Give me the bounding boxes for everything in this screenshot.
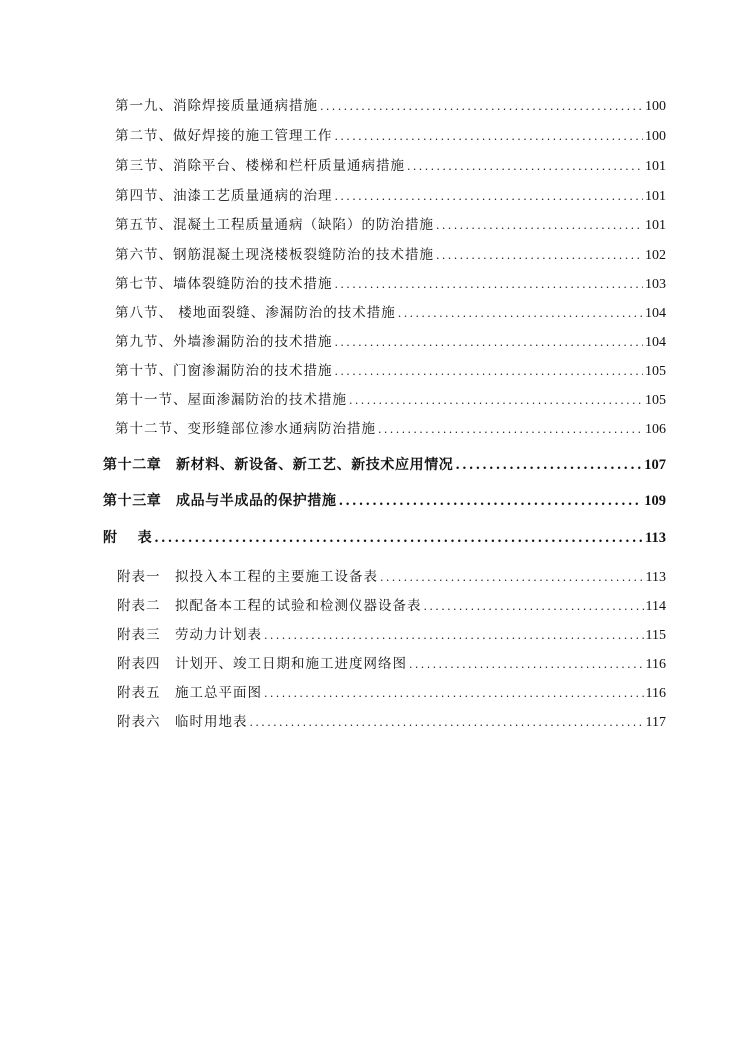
toc-dot-leader bbox=[250, 716, 644, 729]
toc-appendix-entry[interactable] bbox=[117, 623, 666, 644]
toc-entry[interactable] bbox=[115, 94, 666, 115]
toc-entry-title: 第十节、门窗渗漏防治的技术措施 bbox=[115, 363, 333, 379]
toc-dot-leader bbox=[335, 130, 644, 143]
toc-entry-title: 第五节、混凝土工程质量通病（缺陷）的防治措施 bbox=[115, 217, 434, 233]
toc-entry-page: 104 bbox=[645, 306, 666, 321]
toc-dot-leader bbox=[339, 494, 643, 509]
toc-chapter-entry[interactable] bbox=[103, 490, 666, 510]
toc-appendix-page: 117 bbox=[645, 715, 666, 730]
toc-entry-page: 105 bbox=[645, 393, 666, 408]
toc-entry-title: 第十一节、屋面渗漏防治的技术措施 bbox=[115, 392, 347, 408]
toc-dot-leader bbox=[335, 365, 644, 378]
toc-dot-leader bbox=[407, 160, 643, 173]
toc-appendix-page: 114 bbox=[645, 599, 666, 614]
toc-entry-title: 第八节、 楼地面裂缝、渗漏防治的技术措施 bbox=[115, 305, 396, 321]
toc-entry[interactable] bbox=[115, 388, 666, 409]
toc-dot-leader bbox=[436, 249, 643, 262]
toc-entry-page: 102 bbox=[645, 248, 666, 263]
toc-dot-leader bbox=[409, 658, 644, 671]
toc-chapter-entry[interactable] bbox=[103, 527, 666, 547]
toc-entry-title: 第九节、外墙渗漏防治的技术措施 bbox=[115, 334, 333, 350]
toc-entry-title: 第三节、消除平台、楼梯和栏杆质量通病措施 bbox=[115, 158, 405, 174]
toc-entry[interactable] bbox=[115, 272, 666, 293]
toc-chapter-title: 附 表 bbox=[103, 530, 153, 546]
toc-entry-title: 第一九、消除焊接质量通病措施 bbox=[115, 98, 318, 114]
toc-entry-page: 101 bbox=[645, 218, 666, 233]
toc-chapter-title: 第十二章 新材料、新设备、新工艺、新技术应用情况 bbox=[103, 457, 454, 473]
toc-entry[interactable] bbox=[115, 213, 666, 234]
toc-chapter-entry[interactable] bbox=[103, 454, 666, 474]
toc-entry[interactable] bbox=[115, 124, 666, 145]
toc-appendix-entry[interactable] bbox=[117, 565, 666, 586]
toc-appendix-title: 附表五 施工总平面图 bbox=[117, 685, 262, 701]
toc-entry[interactable] bbox=[115, 359, 666, 380]
toc-dot-leader bbox=[335, 190, 644, 203]
toc-entry-page: 101 bbox=[645, 159, 666, 174]
toc-entry-title: 第十二节、变形缝部位渗水通病防治措施 bbox=[115, 421, 376, 437]
toc-appendix-entry[interactable] bbox=[117, 652, 666, 673]
toc-entry[interactable] bbox=[115, 243, 666, 264]
toc-dot-leader bbox=[436, 219, 643, 232]
toc-entry-page: 106 bbox=[645, 422, 666, 437]
toc-entry[interactable] bbox=[115, 330, 666, 351]
toc-dot-leader bbox=[154, 531, 643, 546]
toc-appendix-title: 附表一 拟投入本工程的主要施工设备表 bbox=[117, 569, 378, 585]
toc-entry-title: 第二节、做好焊接的施工管理工作 bbox=[115, 128, 333, 144]
toc-entry-page: 100 bbox=[645, 129, 666, 144]
toc-dot-leader bbox=[335, 336, 644, 349]
toc-dot-leader bbox=[264, 629, 644, 642]
toc-chapter-page: 109 bbox=[644, 493, 666, 509]
toc-entry-page: 105 bbox=[645, 364, 666, 379]
toc-entry[interactable] bbox=[115, 417, 666, 438]
toc-dot-leader bbox=[349, 394, 643, 407]
toc-entry-page: 104 bbox=[645, 335, 666, 350]
toc-entry-title: 第六节、钢筋混凝土现浇楼板裂缝防治的技术措施 bbox=[115, 247, 434, 263]
toc-appendix-page: 113 bbox=[645, 570, 666, 585]
toc-appendix-entry[interactable] bbox=[117, 594, 666, 615]
toc-entry[interactable] bbox=[115, 184, 666, 205]
toc-chapter-page: 107 bbox=[644, 457, 666, 473]
toc-entry-title: 第四节、油漆工艺质量通病的治理 bbox=[115, 188, 333, 204]
toc-dot-leader bbox=[455, 458, 642, 473]
toc-dot-leader bbox=[320, 100, 643, 113]
toc-appendix-page: 116 bbox=[645, 686, 666, 701]
toc-dot-leader bbox=[264, 687, 644, 700]
toc-chapter-title: 第十三章 成品与半成品的保护措施 bbox=[103, 493, 337, 509]
toc-entry-title: 第七节、墙体裂缝防治的技术措施 bbox=[115, 276, 333, 292]
toc-appendix-entry[interactable] bbox=[117, 681, 666, 702]
toc-dot-leader bbox=[335, 278, 644, 291]
toc-appendix-title: 附表四 计划开、竣工日期和施工进度网络图 bbox=[117, 656, 407, 672]
toc-entry-page: 100 bbox=[645, 99, 666, 114]
toc-appendix-title: 附表三 劳动力计划表 bbox=[117, 627, 262, 643]
toc-appendix-title: 附表二 拟配备本工程的试验和检测仪器设备表 bbox=[117, 598, 422, 614]
toc-entry[interactable] bbox=[115, 301, 666, 322]
toc-appendix-entry[interactable] bbox=[117, 710, 666, 731]
toc-dot-leader bbox=[424, 600, 644, 613]
toc-entry[interactable] bbox=[115, 154, 666, 175]
toc-entry-page: 101 bbox=[645, 189, 666, 204]
toc-entry-page: 103 bbox=[645, 277, 666, 292]
toc-chapter-page: 113 bbox=[645, 530, 666, 546]
toc-appendix-title: 附表六 临时用地表 bbox=[117, 714, 248, 730]
toc-dot-leader bbox=[378, 423, 643, 436]
toc-dot-leader bbox=[380, 571, 644, 584]
toc-dot-leader bbox=[398, 307, 643, 320]
toc-appendix-page: 115 bbox=[645, 628, 666, 643]
toc-appendix-page: 116 bbox=[645, 657, 666, 672]
